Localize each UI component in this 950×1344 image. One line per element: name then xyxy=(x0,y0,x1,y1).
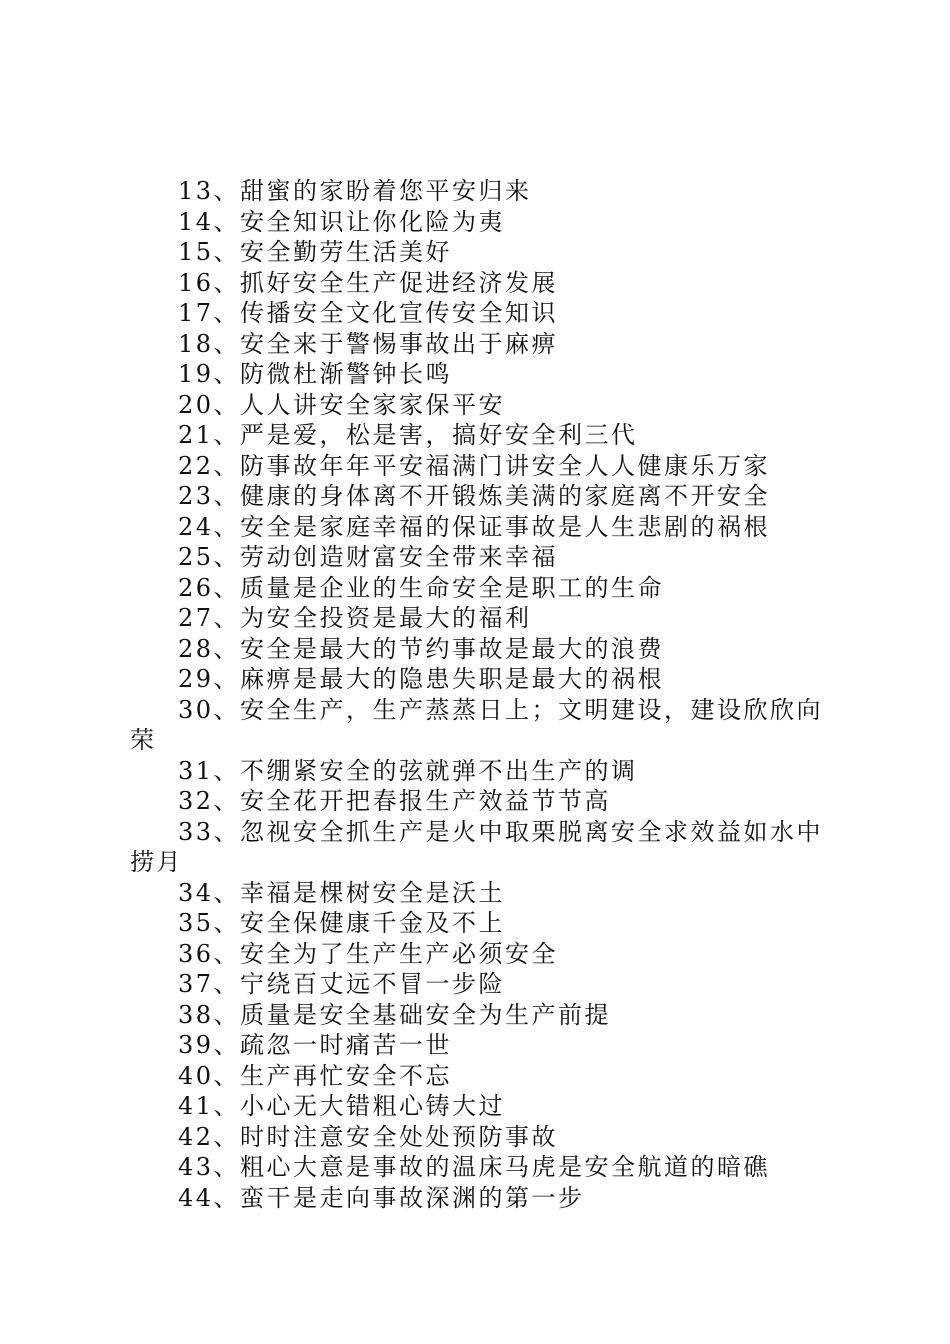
slogan-item: 27、为安全投资是最大的福利 xyxy=(178,604,532,632)
slogan-item: 21、严是爱，松是害，搞好安全利三代 xyxy=(178,421,638,449)
slogan-item: 37、宁绕百丈远不冒一步险 xyxy=(178,970,506,998)
slogan-item: 17、传播安全文化宣传安全知识 xyxy=(178,299,559,327)
slogan-item: 44、蛮干是走向事故深渊的第一步 xyxy=(178,1183,585,1212)
slogan-item: 14、安全知识让你化险为夷 xyxy=(178,207,506,236)
slogan-item: 31、不绷紧安全的弦就弹不出生产的调 xyxy=(178,756,638,785)
slogan-item: 23、健康的身体离不开锻炼美满的家庭离不开安全 xyxy=(178,482,771,510)
slogan-item: 30、安全生产，生产蒸蒸日上；文明建设，建设欣欣向荣 xyxy=(130,695,824,754)
slogan-item: 35、安全保健康千金及不上 xyxy=(178,909,506,937)
slogan-item: 15、安全勤劳生活美好 xyxy=(178,238,453,266)
slogan-item: 13、甜蜜的家盼着您平安归来 xyxy=(178,177,532,205)
slogan-item: 36、安全为了生产生产必须安全 xyxy=(178,939,559,968)
slogan-item: 38、质量是安全基础安全为生产前提 xyxy=(178,1000,612,1029)
slogan-item: 19、防微杜渐警钟长鸣 xyxy=(178,360,453,388)
slogan-item: 34、幸福是棵树安全是沃土 xyxy=(178,878,506,907)
slogan-item: 40、生产再忙安全不忘 xyxy=(178,1061,453,1090)
slogan-item: 28、安全是最大的节约事故是最大的浪费 xyxy=(178,634,665,663)
slogan-item: 26、质量是企业的生命安全是职工的生命 xyxy=(178,573,665,602)
slogan-item: 16、抓好安全生产促进经济发展 xyxy=(178,268,559,297)
slogan-item: 39、疏忽一时痛苦一世 xyxy=(178,1031,453,1059)
slogan-list xyxy=(130,176,835,1213)
slogan-item: 18、安全来于警惕事故出于麻痹 xyxy=(178,329,559,358)
slogan-item: 33、忽视安全抓生产是火中取栗脱离安全求效益如水中捞月 xyxy=(130,817,824,876)
slogan-item: 22、防事故年年平安福满门讲安全人人健康乐万家 xyxy=(178,451,771,480)
slogan-item: 25、劳动创造财富安全带来幸福 xyxy=(178,543,559,571)
slogan-item: 24、安全是家庭幸福的保证事故是人生悲剧的祸根 xyxy=(178,512,771,541)
slogan-item: 20、人人讲安全家家保平安 xyxy=(178,390,506,419)
slogan-item: 29、麻痹是最大的隐患失职是最大的祸根 xyxy=(178,665,665,693)
slogan-item: 43、粗心大意是事故的温床马虎是安全航道的暗礁 xyxy=(178,1153,771,1181)
slogan-item: 41、小心无大错粗心铸大过 xyxy=(178,1092,506,1120)
slogan-item: 32、安全花开把春报生产效益节节高 xyxy=(178,787,612,815)
slogan-item: 42、时时注意安全处处预防事故 xyxy=(178,1122,559,1151)
